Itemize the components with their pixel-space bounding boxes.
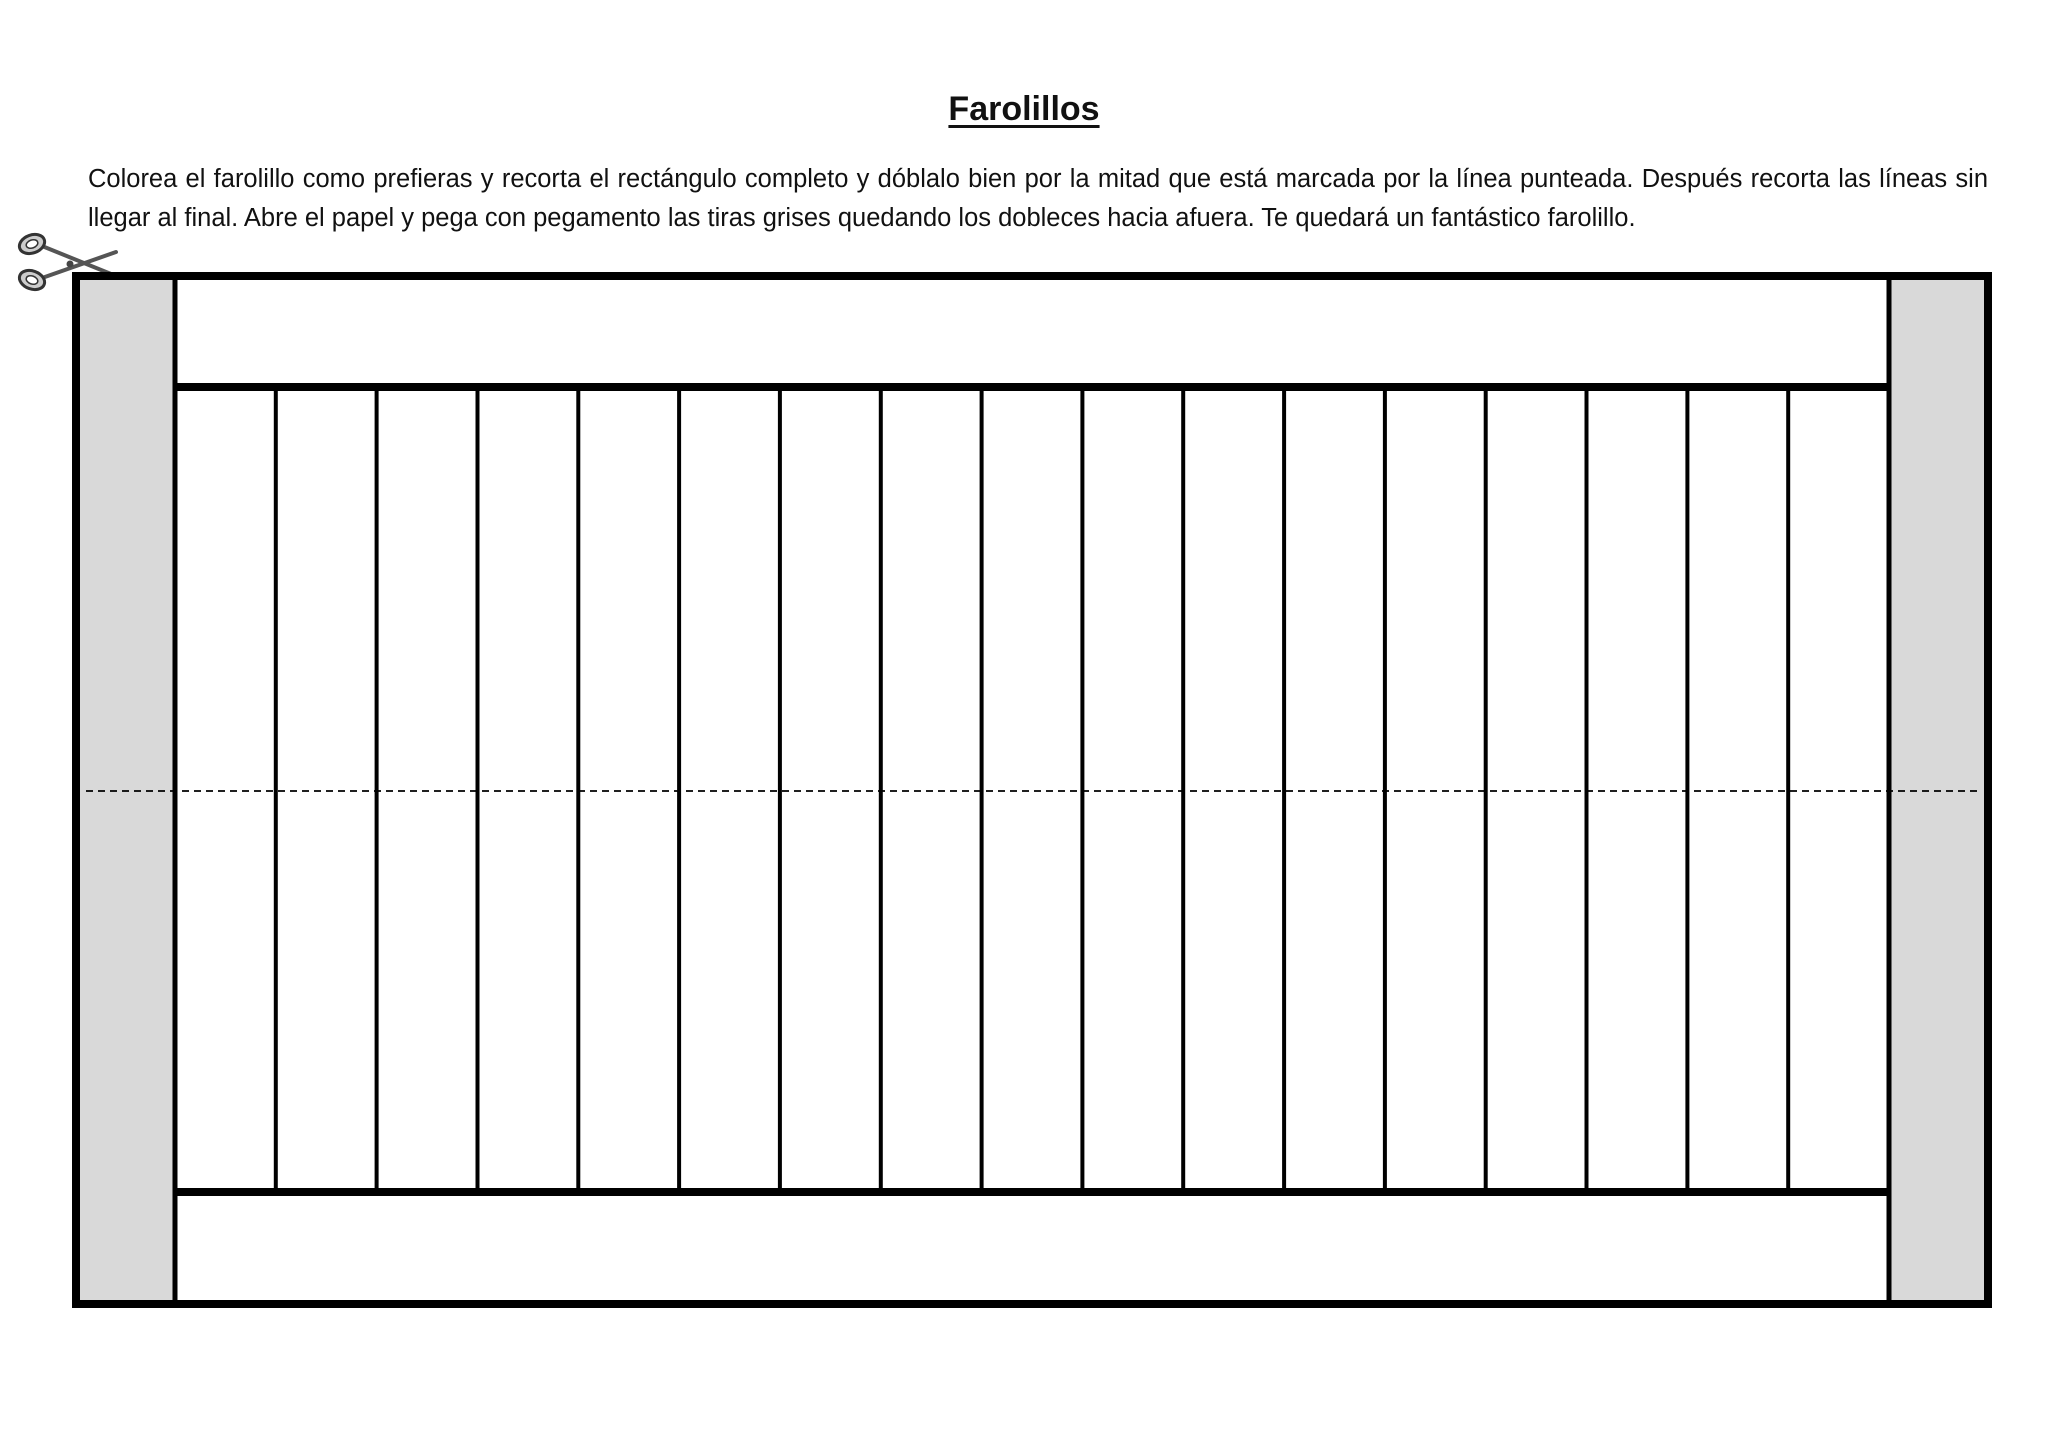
glue-tab-right (1889, 276, 1988, 1304)
instructions-text: Colorea el farolillo como prefieras y recorta el rectángulo completo y dóblalo bien por la mitad que está marcada por la línea punteada. Después recorta las líneas sin llegar al final. Abre el papel y pega con pegamento las tiras grises quedando los dobleces hacia afuera. Te quedará un fantástico farolillo. (88, 165, 1988, 232)
page-title: Farolillos (948, 90, 1100, 128)
strip-cut-lines (276, 387, 1788, 1192)
glue-tab-left (76, 276, 175, 1304)
outer-cut-border (76, 276, 1988, 1304)
